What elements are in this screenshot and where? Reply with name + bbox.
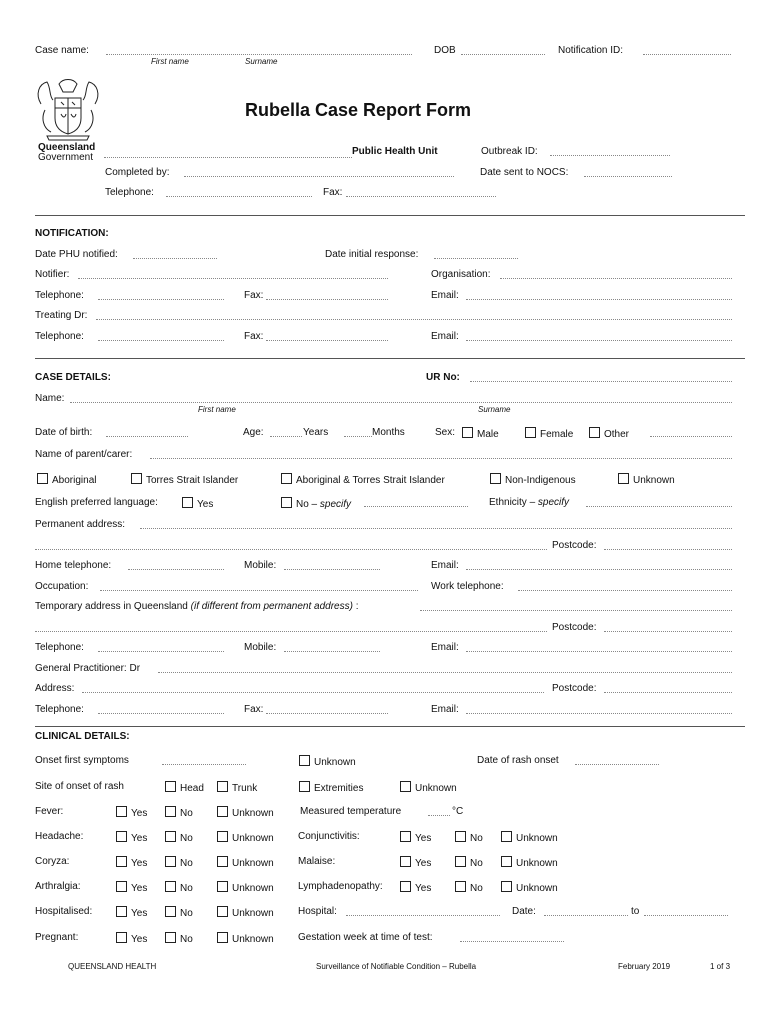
ethnicity-field[interactable] xyxy=(586,506,732,507)
site-trunk-option[interactable]: Trunk xyxy=(217,781,257,794)
case-details-heading: CASE DETAILS: xyxy=(35,372,111,383)
checkbox[interactable] xyxy=(165,806,176,817)
home-tel-label: Home telephone: xyxy=(35,560,112,571)
surname-caption: Surname xyxy=(245,57,278,66)
fever-unknown-option[interactable]: Unknown xyxy=(217,806,274,819)
checkbox[interactable] xyxy=(400,781,411,792)
gp-email-field[interactable] xyxy=(466,713,732,714)
coryza-label: Coryza: xyxy=(35,856,70,867)
dr-fax-field[interactable] xyxy=(266,340,388,341)
conjunctivitis-label: Conjunctivitis: xyxy=(298,831,360,842)
temp-address-field-2[interactable] xyxy=(35,631,547,632)
onset-first-field[interactable] xyxy=(162,764,246,765)
checkbox[interactable] xyxy=(116,831,127,842)
ethnicity-label: Ethnicity – specify xyxy=(489,497,570,508)
months-label: Months xyxy=(372,427,405,438)
gp-field[interactable] xyxy=(158,672,732,673)
temp-address-label: Temporary address in Queensland (if different from permanent address) : xyxy=(35,601,359,612)
site-rash-label: Site of onset of rash xyxy=(35,781,124,792)
outbreak-id-field[interactable] xyxy=(550,155,670,156)
organisation-field[interactable] xyxy=(500,278,732,279)
gp-fax-label: Fax: xyxy=(244,704,264,715)
date-rash-field[interactable] xyxy=(575,764,659,765)
gp-label: General Practitioner: Dr xyxy=(35,663,141,674)
home-tel-field[interactable] xyxy=(128,569,224,570)
checkbox[interactable] xyxy=(589,427,600,438)
gp-address-label: Address: xyxy=(35,683,75,694)
checkbox[interactable] xyxy=(217,856,228,867)
lymph-no-option[interactable]: No xyxy=(455,881,483,894)
pregnant-no-option[interactable]: No xyxy=(165,932,193,945)
site-head-option[interactable]: Head xyxy=(165,781,204,794)
checkbox[interactable] xyxy=(165,781,176,792)
dob-field[interactable] xyxy=(106,436,188,437)
arthralgia-yes-option[interactable]: Yes xyxy=(116,881,147,894)
aboriginal-option[interactable]: Aboriginal xyxy=(37,473,96,486)
header-fax-field[interactable] xyxy=(346,196,496,197)
notif-email-field[interactable] xyxy=(466,299,732,300)
gp-postcode-field[interactable] xyxy=(604,692,732,693)
perm-address-field-2[interactable] xyxy=(35,549,547,550)
english-label: English preferred language: xyxy=(35,497,158,508)
sex-other-field[interactable] xyxy=(650,436,732,437)
phu-label: Public Health Unit xyxy=(352,146,438,157)
headache-yes-option[interactable]: Yes xyxy=(116,831,147,844)
footer-doc-title: Surveillance of Notifiable Condition – Rubella xyxy=(316,962,477,971)
completed-by-label: Completed by: xyxy=(105,167,170,178)
sex-female-option[interactable]: Female xyxy=(525,427,573,440)
checkbox[interactable] xyxy=(116,806,127,817)
arthralgia-no-option[interactable]: No xyxy=(165,881,193,894)
measured-temp-field[interactable] xyxy=(428,815,450,816)
dr-fax-label: Fax: xyxy=(244,331,264,342)
checkbox[interactable] xyxy=(490,473,501,484)
notif-telephone-field[interactable] xyxy=(98,299,224,300)
checkbox[interactable] xyxy=(182,497,193,508)
temp-email-label: Email: xyxy=(431,642,459,653)
checkbox[interactable] xyxy=(455,881,466,892)
ur-no-label: UR No: xyxy=(426,372,460,383)
form-title: Rubella Case Report Form xyxy=(245,100,472,120)
indigenous-unknown-option[interactable]: Unknown xyxy=(618,473,675,486)
gp-fax-field[interactable] xyxy=(266,713,388,714)
date-initial-label: Date initial response: xyxy=(325,249,419,260)
perm-postcode-label: Postcode: xyxy=(552,540,597,551)
header-telephone-field[interactable] xyxy=(166,196,312,197)
case-full-name-field[interactable] xyxy=(70,402,732,403)
parent-carer-field[interactable] xyxy=(150,458,732,459)
hospital-field[interactable] xyxy=(346,915,500,916)
hospital-date-label: Date: xyxy=(512,906,536,917)
fever-yes-option[interactable]: Yes xyxy=(116,806,147,819)
temp-postcode-label: Postcode: xyxy=(552,622,597,633)
case-email-field[interactable] xyxy=(466,569,732,570)
hospital-date-from-field[interactable] xyxy=(544,915,628,916)
case-name-label: Case name: xyxy=(35,45,89,56)
checkbox[interactable] xyxy=(501,831,512,842)
treating-dr-field[interactable] xyxy=(96,319,732,320)
non-indigenous-option[interactable]: Non-Indigenous xyxy=(490,473,576,486)
surname-caption: Surname xyxy=(478,405,511,414)
onset-first-label: Onset first symptoms xyxy=(35,755,129,766)
gp-address-field[interactable] xyxy=(82,692,544,693)
checkbox[interactable] xyxy=(299,755,310,766)
checkbox[interactable] xyxy=(217,831,228,842)
fever-label: Fever: xyxy=(35,806,64,817)
dr-telephone-field[interactable] xyxy=(98,340,224,341)
checkbox[interactable] xyxy=(281,497,292,508)
header-fax-label: Fax: xyxy=(323,187,343,198)
perm-postcode-field[interactable] xyxy=(604,549,732,550)
gestation-label: Gestation week at time of test: xyxy=(298,932,433,943)
sex-other-option[interactable]: Other xyxy=(589,427,629,440)
outbreak-id-label: Outbreak ID: xyxy=(481,146,538,157)
temp-mobile-label: Mobile: xyxy=(244,642,277,653)
dr-email-label: Email: xyxy=(431,331,459,342)
temp-postcode-field[interactable] xyxy=(604,631,732,632)
temp-mobile-field[interactable] xyxy=(284,651,380,652)
ur-no-field[interactable] xyxy=(470,381,732,382)
checkbox[interactable] xyxy=(165,881,176,892)
lymph-label: Lymphadenopathy: xyxy=(298,881,383,892)
conjunctivitis-yes-option[interactable]: Yes xyxy=(400,831,431,844)
both-option[interactable]: Aboriginal & Torres Strait Islander xyxy=(281,473,445,486)
notif-email-label: Email: xyxy=(431,290,459,301)
english-no-option[interactable]: No – specify xyxy=(281,497,351,510)
site-extremities-option[interactable]: Extremities xyxy=(299,781,363,794)
language-field[interactable] xyxy=(364,506,468,507)
temp-telephone-field[interactable] xyxy=(98,651,224,652)
clinical-heading: CLINICAL DETAILS: xyxy=(35,731,130,742)
sex-label: Sex: xyxy=(435,427,456,438)
notification-id-label: Notification ID: xyxy=(558,45,624,56)
temp-telephone-label: Telephone: xyxy=(35,642,84,653)
measured-temp-label: Measured temperature xyxy=(300,806,402,817)
dob-label: DOB xyxy=(434,45,456,56)
checkbox[interactable] xyxy=(400,831,411,842)
notif-fax-label: Fax: xyxy=(244,290,264,301)
occupation-field[interactable] xyxy=(100,590,418,591)
lymph-unknown-option[interactable]: Unknown xyxy=(501,881,558,894)
checkbox[interactable] xyxy=(455,856,466,867)
age-years-field[interactable] xyxy=(270,436,302,437)
date-sent-label: Date sent to NOCS: xyxy=(480,167,569,178)
age-label: Age: xyxy=(243,427,264,438)
hospital-date-to-field[interactable] xyxy=(644,915,728,916)
temp-address-field[interactable] xyxy=(420,610,732,611)
date-rash-label: Date of rash onset xyxy=(477,755,559,766)
first-name-caption: First name xyxy=(198,405,236,414)
notif-telephone-label: Telephone: xyxy=(35,290,84,301)
date-sent-field[interactable] xyxy=(584,176,672,177)
footer-page: 1 of 3 xyxy=(710,962,731,971)
logo-text-queensland: Queensland xyxy=(38,142,96,153)
dr-email-field[interactable] xyxy=(466,340,732,341)
checkbox[interactable] xyxy=(217,881,228,892)
perm-address-field[interactable] xyxy=(140,528,732,529)
coryza-no-option[interactable]: No xyxy=(165,856,193,869)
malaise-label: Malaise: xyxy=(298,856,336,867)
checkbox[interactable] xyxy=(116,856,127,867)
checkbox[interactable] xyxy=(525,427,536,438)
checkbox[interactable] xyxy=(37,473,48,484)
checkbox[interactable] xyxy=(165,831,176,842)
checkbox[interactable] xyxy=(299,781,310,792)
headache-label: Headache: xyxy=(35,831,84,842)
headache-no-option[interactable]: No xyxy=(165,831,193,844)
date-phu-field[interactable] xyxy=(133,258,217,259)
malaise-no-option[interactable]: No xyxy=(455,856,483,869)
first-name-caption: First name xyxy=(151,57,189,66)
dob-label: Date of birth: xyxy=(35,427,93,438)
age-months-field[interactable] xyxy=(344,436,372,437)
checkbox[interactable] xyxy=(501,881,512,892)
checkbox[interactable] xyxy=(165,856,176,867)
fever-no-option[interactable]: No xyxy=(165,806,193,819)
gp-telephone-label: Telephone: xyxy=(35,704,84,715)
notifier-field[interactable] xyxy=(78,278,388,279)
treating-dr-label: Treating Dr: xyxy=(35,310,88,321)
checkbox[interactable] xyxy=(165,906,176,917)
arthralgia-label: Arthralgia: xyxy=(35,881,81,892)
conjunctivitis-no-option[interactable]: No xyxy=(455,831,483,844)
checkbox[interactable] xyxy=(501,856,512,867)
case-name-field[interactable] xyxy=(106,54,412,55)
phu-field[interactable] xyxy=(104,157,352,158)
hospitalised-label: Hospitalised: xyxy=(35,906,93,917)
checkbox[interactable] xyxy=(165,932,176,943)
coryza-unknown-option[interactable]: Unknown xyxy=(217,856,274,869)
divider xyxy=(35,726,745,727)
onset-unknown-option[interactable]: Unknown xyxy=(299,755,356,768)
footer-org: QUEENSLAND HEALTH xyxy=(68,962,157,971)
checkbox[interactable] xyxy=(116,881,127,892)
english-yes-option[interactable]: Yes xyxy=(182,497,213,510)
malaise-yes-option[interactable]: Yes xyxy=(400,856,431,869)
notifier-label: Notifier: xyxy=(35,269,70,280)
work-tel-label: Work telephone: xyxy=(431,581,504,592)
occupation-label: Occupation: xyxy=(35,581,89,592)
organisation-label: Organisation: xyxy=(431,269,491,280)
completed-by-field[interactable] xyxy=(184,176,454,177)
date-initial-field[interactable] xyxy=(434,258,518,259)
perm-address-label: Permanent address: xyxy=(35,519,126,530)
hospitalised-unknown-option[interactable]: Unknown xyxy=(217,906,274,919)
lymph-yes-option[interactable]: Yes xyxy=(400,881,431,894)
headache-unknown-option[interactable]: Unknown xyxy=(217,831,274,844)
site-unknown-option[interactable]: Unknown xyxy=(400,781,457,794)
dob-field[interactable] xyxy=(461,54,545,55)
hospital-label: Hospital: xyxy=(298,906,337,917)
gp-email-label: Email: xyxy=(431,704,459,715)
dr-telephone-label: Telephone: xyxy=(35,331,84,342)
malaise-unknown-option[interactable]: Unknown xyxy=(501,856,558,869)
checkbox[interactable] xyxy=(400,881,411,892)
logo-text-government: Government xyxy=(38,152,94,163)
temp-email-field[interactable] xyxy=(466,651,732,652)
conjunctivitis-unknown-option[interactable]: Unknown xyxy=(501,831,558,844)
mobile-field[interactable] xyxy=(284,569,380,570)
header-telephone-label: Telephone: xyxy=(105,187,154,198)
checkbox[interactable] xyxy=(455,831,466,842)
checkbox[interactable] xyxy=(281,473,292,484)
gestation-field[interactable] xyxy=(460,941,564,942)
checkbox[interactable] xyxy=(116,932,127,943)
date-phu-label: Date PHU notified: xyxy=(35,249,118,260)
checkbox[interactable] xyxy=(462,427,473,438)
pregnant-unknown-option[interactable]: Unknown xyxy=(217,932,274,945)
arthralgia-unknown-option[interactable]: Unknown xyxy=(217,881,274,894)
deg-c-label: °C xyxy=(452,806,464,817)
divider xyxy=(35,215,745,216)
footer-date: February 2019 xyxy=(618,962,671,971)
checkbox[interactable] xyxy=(618,473,629,484)
gp-telephone-field[interactable] xyxy=(98,713,224,714)
checkbox[interactable] xyxy=(217,932,228,943)
divider xyxy=(35,358,745,359)
to-label: to xyxy=(631,906,640,917)
sex-male-option[interactable]: Male xyxy=(462,427,499,440)
hospitalised-yes-option[interactable]: Yes xyxy=(116,906,147,919)
notification-heading: NOTIFICATION: xyxy=(35,228,109,239)
notif-fax-field[interactable] xyxy=(266,299,388,300)
case-email-label: Email: xyxy=(431,560,459,571)
years-label: Years xyxy=(303,427,329,438)
checkbox[interactable] xyxy=(217,781,228,792)
notification-id-field[interactable] xyxy=(643,54,731,55)
gp-postcode-label: Postcode: xyxy=(552,683,597,694)
coryza-yes-option[interactable]: Yes xyxy=(116,856,147,869)
checkbox[interactable] xyxy=(131,473,142,484)
checkbox[interactable] xyxy=(217,906,228,917)
pregnant-yes-option[interactable]: Yes xyxy=(116,932,147,945)
mobile-label: Mobile: xyxy=(244,560,277,571)
pregnant-label: Pregnant: xyxy=(35,932,79,943)
hospitalised-no-option[interactable]: No xyxy=(165,906,193,919)
parent-carer-label: Name of parent/carer: xyxy=(35,449,133,460)
checkbox[interactable] xyxy=(217,806,228,817)
checkbox[interactable] xyxy=(400,856,411,867)
torres-option[interactable]: Torres Strait Islander xyxy=(131,473,238,486)
checkbox[interactable] xyxy=(116,906,127,917)
work-tel-field[interactable] xyxy=(518,590,732,591)
case-name-label: Name: xyxy=(35,393,65,404)
